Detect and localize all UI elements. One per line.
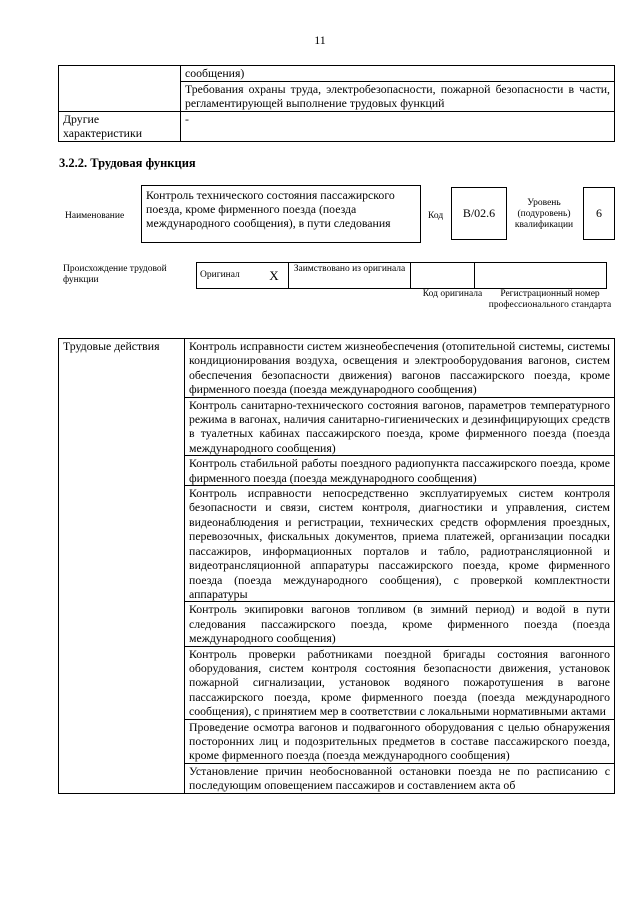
labor-actions-table	[58, 338, 615, 794]
function-name-box: Контроль технического состояния пассажирского поезда, кроме фирменного поезда (поезда международного сообщения), в пути следования	[141, 185, 421, 243]
labor-action-item: Контроль санитарно-технического состояния вагонов, параметров температурного режима в вагонах, наличия санитарно-гигиенических и дезинфицирующих средств в туалетных кабинах пассажирского поезда, кроме фирменного поезда (поезда международного сообщения)	[185, 397, 615, 456]
table-row	[197, 263, 607, 289]
code-label: Код	[428, 211, 444, 221]
table-row	[59, 111, 615, 141]
code-original-cell	[411, 263, 475, 289]
table-row	[59, 339, 615, 398]
origin-table	[196, 262, 607, 289]
origin-label: Происхождение трудовой функции	[63, 264, 167, 285]
level-label: Уровень (подуровень) квалификации	[514, 198, 574, 230]
code-value-box: B/02.6	[451, 187, 507, 240]
reg-number-caption: Регистрационный номер профессионального стандарта	[488, 289, 612, 310]
code-original-caption: Код оригинала	[422, 289, 483, 299]
row-value: Требования охраны труда, электробезопасности, пожарной безопасности в части, регламентирующей выполнение трудовых функций	[181, 81, 615, 111]
reg-number-cell	[475, 263, 607, 289]
labor-action-item: Установление причин необоснованной остановки поезда не по расписанию с последующим оповещением пассажиров и составлением акта об	[185, 763, 615, 793]
page-number: 11	[314, 33, 326, 47]
row-label-other-characteristics: Другие характеристики	[59, 111, 181, 141]
name-label: Наименование	[65, 211, 125, 221]
section-heading: 3.2.2. Трудовая функция	[59, 156, 196, 170]
original-mark: X	[260, 263, 289, 289]
row-label	[59, 66, 181, 112]
level-value-box: 6	[583, 187, 615, 240]
row-value: -	[181, 111, 615, 141]
table-row	[59, 66, 615, 82]
labor-action-item: Контроль исправности непосредственно эксплуатируемых систем контроля безопасности и связи, систем контроля, диагностики и управления, систем видеонаблюдения и регистрации, технических средств оформления проездных, перевозочных, фискальных документов, приема платежей, организации посадки пассажиров, информационных порталов и табло, радиотрансляционной и видеотрансляционной аппаратуры пассажирского поезда, кроме фирменного поезда (поезда международного сообщения), с проверкой комплектности аппаратуры	[185, 486, 615, 602]
labor-action-item: Контроль исправности систем жизнеобеспечения (отопительной системы, системы кондиционирования воздуха, освещения и электрооборудования вагонов, систем обеспечения безопасности движения) вагонов пассажирского поезда, кроме фирменного поезда (поезда международного сообщения)	[185, 339, 615, 398]
borrowed-label: Заимствовано из оригинала	[289, 263, 411, 289]
labor-action-item: Контроль экипировки вагонов топливом (в зимний период) и водой в пути следования пассажирского поезда, кроме фирменного поезда (поезда международного сообщения)	[185, 602, 615, 646]
labor-action-item: Контроль стабильной работы поездного радиопункта пассажирского поезда, кроме фирменного поезда (поезда международного сообщения)	[185, 456, 615, 486]
row-value: сообщения)	[181, 66, 615, 82]
labor-actions-label: Трудовые действия	[59, 339, 185, 794]
labor-action-item: Проведение осмотра вагонов и подвагонного оборудования с целью обнаружения посторонних лиц и подозрительных предметов в составе пассажирского поезда, кроме фирменного поезда (поезда международного сообщения)	[185, 719, 615, 763]
labor-action-item: Контроль проверки работниками поездной бригады состояния вагонного оборудования, систем контроля состояния безопасности движения, установок пожарной сигнализации, установок водяного пожаротушения в вагоне пассажирского поезда, кроме фирменного поезда (поезда международного сообщения), с принятием мер в соответствии с локальными нормативными актами	[185, 646, 615, 719]
original-label: Оригинал	[197, 263, 261, 289]
top-continuation-table	[58, 65, 615, 142]
